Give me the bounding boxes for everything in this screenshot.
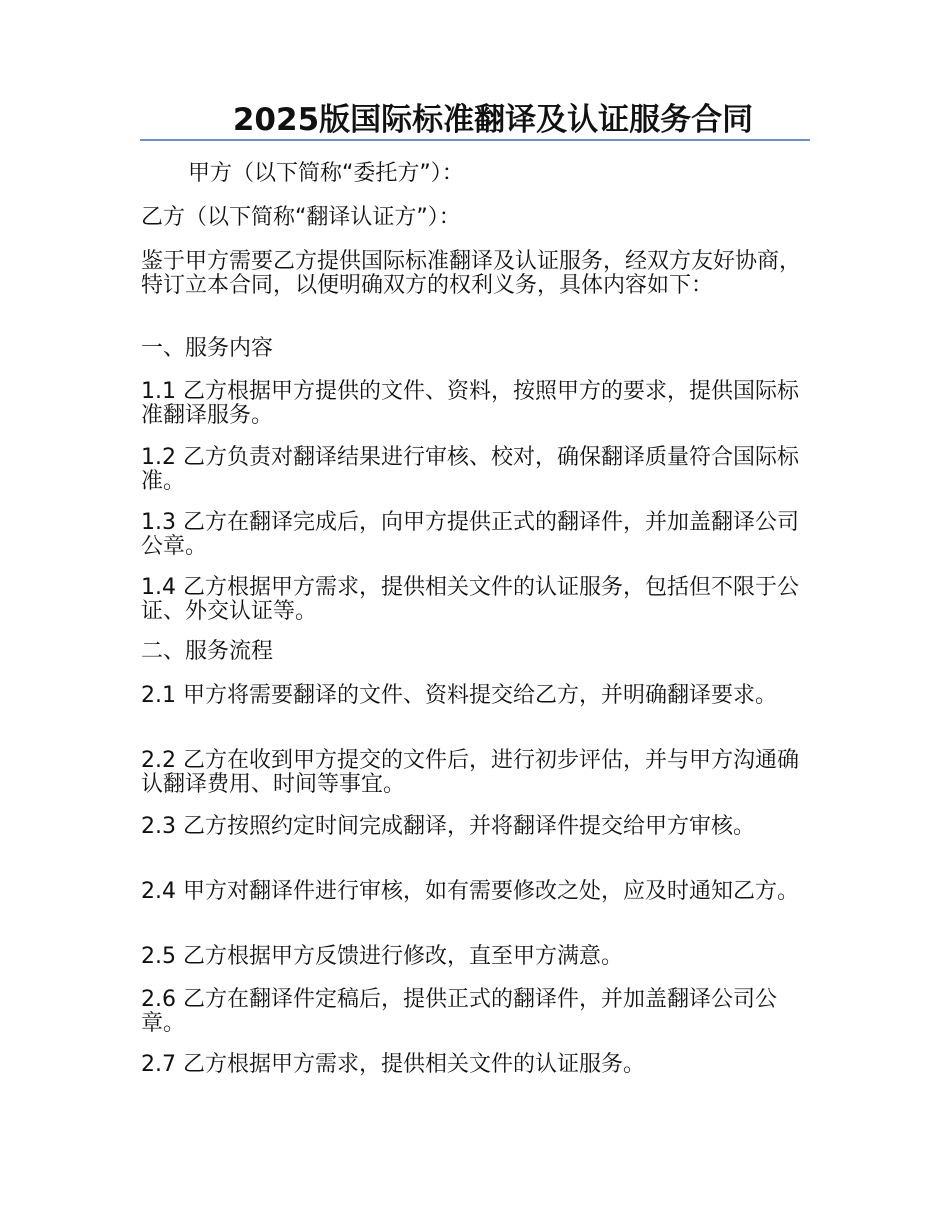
clause-1-1: 1.1 乙方根据甲方提供的文件、资料，按照甲方的要求，提供国际标准翻译服务。 <box>141 379 799 428</box>
preamble-paragraph: 鉴于甲方需要乙方提供国际标准翻译及认证服务，经双方友好协商，特订立本合同，以便明确双方的权利义务，具体内容如下： <box>141 249 802 298</box>
section-heading-service-process: 二、服务流程 <box>141 639 274 664</box>
clause-1-4: 1.4 乙方根据甲方需求，提供相关文件的认证服务，包括但不限于公证、外交认证等。 <box>141 575 799 624</box>
clause-2-4: 2.4 甲方对翻译件进行审核，如有需要修改之处，应及时通知乙方。 <box>141 879 799 904</box>
clause-2-2: 2.2 乙方在收到甲方提交的文件后，进行初步评估，并与甲方沟通确认翻译费用、时间等事宜。 <box>141 748 799 797</box>
section-heading-service-content: 一、服务内容 <box>141 336 274 361</box>
title-underline <box>140 139 810 141</box>
party-b-line: 乙方（以下简称“翻译认证方”）： <box>141 205 461 230</box>
clause-2-7: 2.7 乙方根据甲方需求，提供相关文件的认证服务。 <box>141 1052 645 1077</box>
party-a-line: 甲方（以下简称“委托方”）： <box>188 161 464 186</box>
clause-2-1: 2.1 甲方将需要翻译的文件、资料提交给乙方，并明确翻译要求。 <box>141 683 777 708</box>
clause-2-6: 2.6 乙方在翻译件定稿后，提供正式的翻译件，并加盖翻译公司公章。 <box>141 987 777 1036</box>
clause-1-2: 1.2 乙方负责对翻译结果进行审核、校对，确保翻译质量符合国际标准。 <box>141 445 799 494</box>
clause-2-3: 2.3 乙方按照约定时间完成翻译，并将翻译件提交给甲方审核。 <box>141 814 755 839</box>
document-title: 2025版国际标准翻译及认证服务合同 <box>232 102 754 138</box>
clause-1-3: 1.3 乙方在翻译完成后，向甲方提供正式的翻译件，并加盖翻译公司公章。 <box>141 510 799 559</box>
clause-2-5: 2.5 乙方根据甲方反馈进行修改，直至甲方满意。 <box>141 944 623 969</box>
